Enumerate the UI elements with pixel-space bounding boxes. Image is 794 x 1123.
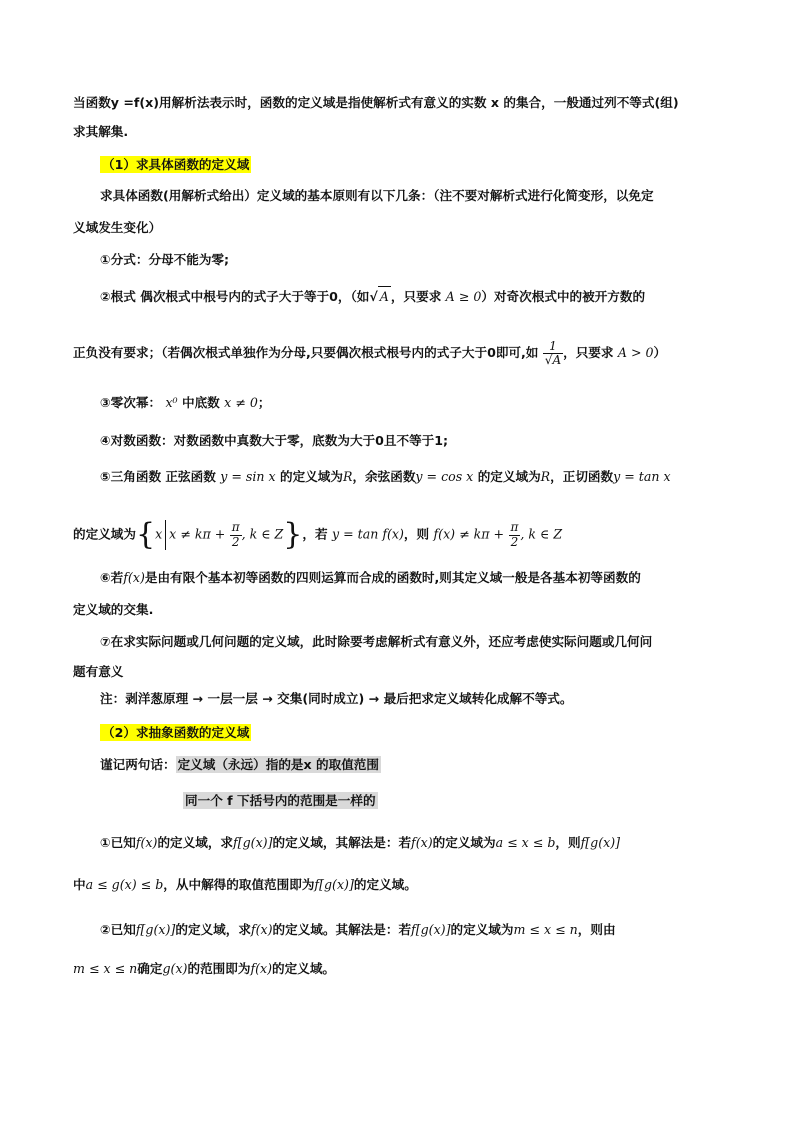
note-text: 注：剥洋葱原理 → 一层一层 → 交集(同时成立) → 最后把求定义域转化成解不等式。 [100, 691, 573, 706]
intro-line-2 [73, 122, 723, 142]
m2-fx-b: f(x) [250, 961, 273, 976]
rule-4-text: ④对数函数：对数函数中真数大于零，底数为大于0且不等于1; [100, 433, 449, 448]
rule-5-text-d: 的定义域为 [477, 469, 541, 484]
rule-5-text-f: 的定义域为 [73, 526, 136, 542]
m1-a-le-gx-le-b: a ≤ g(x) ≤ b [85, 877, 164, 892]
rule-1 [100, 250, 750, 270]
pi-num-b: π [510, 520, 519, 535]
m1-text-f: 中 [73, 877, 86, 892]
rule-5-line-2 [73, 517, 723, 552]
m2-text-a: ②已知 [100, 922, 136, 937]
x-zero-power: x⁰ [165, 395, 178, 410]
section-1-heading [100, 155, 750, 175]
m1-fx-b: f(x) [411, 835, 433, 850]
k-in-z-b: , k ∈ Z [520, 526, 563, 542]
rule-3 [100, 393, 750, 413]
remember-line [100, 755, 750, 775]
two-den-b: 2 [510, 534, 519, 549]
m2-text-c: 的定义域。其解法是：若 [272, 922, 412, 937]
cond-a-ge-0: A ≥ 0 [445, 289, 482, 304]
rule-2b-mid: ，只要求 [563, 345, 614, 361]
rule-7-line-1 [100, 632, 750, 652]
rule-5-text-b: 的定义域为 [279, 469, 343, 484]
remember-phrase-1: 定义域（永远）指的是x 的取值范围 [177, 757, 379, 772]
cos-func: y = cos x [415, 469, 474, 484]
remember-phrase-2: 同一个 f 下括号内的范围是一样的 [185, 793, 376, 808]
rule-2-text-end: ）对奇次根式中的被开方数的 [481, 289, 646, 304]
note-line [100, 689, 750, 709]
rule-5-text-g: ，若 [302, 526, 328, 542]
rule-2-text-mid: ，只要求 [390, 289, 442, 304]
m1-text-e: ，则 [555, 835, 581, 850]
rule-7-text-b: 题有意义 [73, 664, 124, 679]
set-var: x [155, 526, 163, 542]
set-r-1: R [342, 469, 353, 484]
method-1-line-2 [73, 875, 723, 895]
intro-line-1 [73, 93, 723, 113]
rule-6-text-a: ⑥若 [100, 570, 124, 585]
pi-num: π [231, 520, 240, 535]
set-cond: x ≠ kπ + [169, 526, 226, 542]
m2-text-h: 的定义域。 [272, 961, 335, 976]
frac-num: 1 [543, 340, 563, 354]
brace-right: } [283, 517, 303, 552]
remember-label: 谨记两句话： [100, 757, 176, 772]
section-2-heading [100, 723, 750, 743]
rule-6-line-1 [100, 568, 750, 588]
rule-1-text: ①分式：分母不能为零; [100, 252, 230, 267]
intro-text-1: 当函数y =f(x)用解析法表示时，函数的定义域是指使解析式有意义的实数 x 的集合，一般通过列不等式(组) [73, 95, 679, 110]
m2-text-e: ，则由 [577, 922, 616, 937]
rule-5-text-a: ⑤三角函数 正弦函数 [100, 469, 216, 484]
sin-func: y = sin x [220, 469, 276, 484]
method-2-line-2 [73, 959, 723, 979]
rule-6-line-2 [73, 600, 723, 620]
m1-fgx-c: f[g(x)] [314, 877, 354, 892]
rule-2-line-1: ②根式 偶次根式中根号内的式子大于等于0，（如√ A ，只要求 A ≥ 0）对奇次根式中的被开方数的 [100, 286, 750, 307]
cond-x-ne-0: x ≠ 0 [224, 395, 258, 410]
rule-2-text-a: ②根式 偶次根式中根号内的式子大于等于0，（如 [100, 289, 370, 304]
tan-f-func: y = tan f(x) [331, 526, 404, 542]
m1-text-h: 的定义域。 [353, 877, 417, 892]
sec1-desc-1: 求具体函数(用解析式给出）定义域的基本原则有以下几条：（注不要对解析式进行化简变形，以免定 [100, 188, 654, 203]
tan-func: y = tan x [613, 469, 671, 484]
m1-a-le-x-le-b: a ≤ x ≤ b [495, 835, 556, 850]
m2-fgx: f[g(x)] [135, 922, 176, 937]
m1-text-g: ，从中解得的取值范围即为 [163, 877, 315, 892]
m1-text-c: 的定义域，其解法是：若 [272, 835, 412, 850]
method-2-line-1 [100, 920, 750, 940]
rule-2b-text: 正负没有要求；（若偶次根式单独作为分母,只要偶次根式根号内的式子大于0即可,如 [73, 345, 539, 361]
rule-2-line-2 [73, 340, 723, 367]
sec1-desc-line-1 [100, 186, 750, 206]
set-r-2: R [540, 469, 551, 484]
m1-text-d: 的定义域为 [432, 835, 496, 850]
m2-gx: g(x) [162, 961, 188, 976]
rule-7-line-2 [73, 662, 723, 682]
sec1-desc-line-2 [73, 218, 723, 238]
method-1-line-1 [100, 833, 750, 853]
rule-5-text-c: ，余弦函数 [352, 469, 416, 484]
f-of-x: f(x) [123, 570, 145, 585]
m2-text-d: 的定义域为 [450, 922, 514, 937]
frac-den: √A [544, 353, 562, 368]
m2-text-g: 的范围即为 [187, 961, 251, 976]
fraction-1-over-sqrt-a [543, 340, 563, 367]
rule-4 [100, 431, 750, 451]
m1-fx: f(x) [135, 835, 158, 850]
m1-text-b: 的定义域，求 [157, 835, 234, 850]
rule-3-text-a: ③零次幂： [100, 395, 162, 410]
rule-2b-end: ） [653, 345, 667, 361]
m2-fgx-b: f[g(x)] [411, 922, 451, 937]
section-2-title: （2）求抽象函数的定义域 [102, 725, 250, 740]
rule-3-text-c: ； [257, 395, 271, 410]
set-bar [165, 520, 166, 550]
m2-text-f: 确定 [137, 961, 163, 976]
m2-m-le-x-le-n: m ≤ x ≤ n [513, 922, 578, 937]
rule-5-text-h: ，则 [403, 526, 430, 542]
m1-fgx-b: f[g(x)] [580, 835, 621, 850]
m1-fgx: f[g(x)] [233, 835, 273, 850]
brace-left: { [135, 517, 156, 552]
rule-5-text-e: ，正切函数 [550, 469, 614, 484]
k-in-z: , k ∈ Z [241, 526, 284, 542]
sec1-desc-2: 义域发生变化） [73, 220, 162, 235]
cond-a-gt-0: A > 0 [617, 345, 654, 361]
remember-line-2 [183, 791, 794, 811]
fraction-pi-over-2-b [509, 521, 521, 548]
m2-m-le-x-le-n-b: m ≤ x ≤ n [73, 961, 138, 976]
intro-text-2: 求其解集. [73, 124, 129, 139]
section-1-title: （1）求具体函数的定义域 [102, 157, 250, 172]
rule-5-line-1 [100, 467, 750, 487]
m2-text-b: 的定义域，求 [175, 922, 251, 937]
sqrt-a: A [378, 286, 391, 307]
rule-6-text-b: 是由有限个基本初等函数的四则运算而合成的函数时,则其定义域一般是各基本初等函数的 [144, 570, 641, 585]
m1-text-a: ①已知 [100, 835, 136, 850]
two-den: 2 [231, 534, 240, 549]
fraction-pi-over-2 [230, 521, 242, 548]
m2-fx: f(x) [250, 922, 273, 937]
fx-cond: f(x) ≠ kπ + [433, 526, 505, 542]
rule-6-text-c: 定义域的交集. [73, 602, 154, 617]
rule-7-text-a: ⑦在求实际问题或几何问题的定义域，此时除要考虑解析式有意义外，还应考虑使实际问题或几何问 [100, 634, 653, 649]
rule-3-text-b: 中底数 [181, 395, 220, 410]
